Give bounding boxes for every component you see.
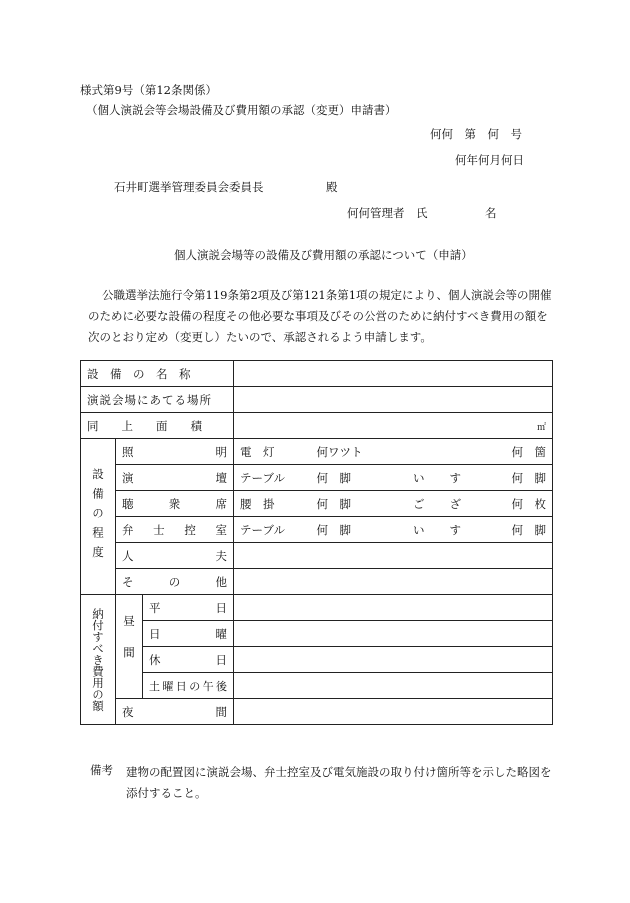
addressee: 石井町選挙管理委員会委員長 bbox=[114, 180, 264, 194]
table-row bbox=[81, 413, 553, 439]
label-area: 同 上 面 積 bbox=[81, 413, 234, 439]
detail-qty: 何 脚 bbox=[316, 522, 352, 537]
form-title: （個人演説会等会場設備及び費用額の承認（変更）申請書） bbox=[86, 103, 397, 117]
equipment-label-audience-seats: 聴 衆 席 bbox=[116, 491, 234, 517]
applicant-name: 何何管理者 氏 名 bbox=[347, 206, 497, 220]
fee-value-saturday-afternoon[interactable] bbox=[234, 673, 553, 699]
detail-item: ざ bbox=[449, 496, 462, 511]
value-venue[interactable] bbox=[234, 387, 553, 413]
daytime-label: 昼間 bbox=[116, 595, 143, 699]
detail-item: テーブル bbox=[240, 470, 285, 485]
detail-item: す bbox=[449, 522, 462, 537]
fee-label-weekday: 平 日 bbox=[143, 595, 234, 621]
detail-qty: 何 脚 bbox=[316, 496, 352, 511]
equipment-detail-other[interactable] bbox=[234, 569, 553, 595]
equipment-detail-podium[interactable] bbox=[234, 465, 553, 491]
equipment-label-speaker-room: 弁 士 控 室 bbox=[116, 517, 234, 543]
fee-value-night[interactable] bbox=[234, 699, 553, 725]
equipment-detail-lighting[interactable] bbox=[234, 439, 553, 465]
table-row bbox=[81, 543, 553, 569]
detail-item: い bbox=[413, 470, 425, 485]
detail-item: 電 灯 bbox=[240, 444, 275, 459]
fee-label-sunday: 日 曜 bbox=[143, 621, 234, 647]
table-row bbox=[81, 465, 553, 491]
equipment-detail-labor[interactable] bbox=[234, 543, 553, 569]
group-fee-label: 納付すべき費用の額 bbox=[81, 595, 116, 725]
fee-label-holiday: 休 日 bbox=[143, 647, 234, 673]
table-row bbox=[81, 595, 553, 621]
detail-qty: 何ワツト bbox=[316, 444, 363, 459]
note-text: 建物の配置図に演説会場、弁士控室及び電気施設の取り付け箇所等を示した略図を添付すること。 bbox=[126, 765, 552, 800]
detail-item: 腰 掛 bbox=[240, 496, 275, 511]
detail-item: テーブル bbox=[240, 522, 285, 537]
application-date: 何年何月何日 bbox=[455, 153, 524, 167]
fee-value-weekday[interactable] bbox=[234, 595, 553, 621]
note-label: 備考 bbox=[90, 763, 113, 777]
detail-item: す bbox=[449, 470, 462, 485]
table-row bbox=[81, 673, 553, 699]
label-facility-name: 設 備 の 名 称 bbox=[81, 361, 234, 387]
detail-qty: 何 箇 bbox=[511, 444, 547, 459]
detail-qty: 何 枚 bbox=[511, 496, 547, 511]
area-unit: ㎡ bbox=[537, 422, 547, 433]
fee-value-sunday[interactable] bbox=[234, 621, 553, 647]
equipment-label-podium: 演 壇 bbox=[116, 465, 234, 491]
equipment-label-lighting: 照 明 bbox=[116, 439, 234, 465]
group-equipment-label: 設備の程度 bbox=[81, 439, 116, 595]
detail-item bbox=[450, 444, 500, 460]
detail-item: ご bbox=[413, 496, 425, 511]
detail-cells bbox=[240, 444, 546, 460]
table-row bbox=[81, 647, 553, 673]
form-id: 様式第9号（第12条関係） bbox=[80, 83, 217, 97]
equipment-detail-audience-seats[interactable] bbox=[234, 491, 553, 517]
body-paragraph bbox=[88, 285, 558, 348]
value-facility-name[interactable] bbox=[234, 361, 553, 387]
subject-heading: 個人演説会場等の設備及び費用額の承認について（申請） bbox=[174, 248, 473, 262]
table-row bbox=[81, 387, 553, 413]
body-text: 公職選挙法施行令第119条第2項及び第121条第1項の規定により、個人演説会等の開催のために必要な設備の程度その他必要な事項及びその公営のために納付すべき費用の額を次のとおり定め（変更し）たいので、承認されるよう申請します。 bbox=[88, 288, 552, 344]
fee-label-saturday-afternoon: 土曜日の午後 bbox=[143, 673, 234, 699]
equipment-label-other: そ の 他 bbox=[116, 569, 234, 595]
table-row bbox=[81, 439, 553, 465]
value-area[interactable] bbox=[234, 413, 553, 439]
table-row bbox=[81, 569, 553, 595]
table-row bbox=[81, 361, 553, 387]
detail-cells bbox=[240, 496, 546, 512]
equipment-label-labor: 人 夫 bbox=[116, 543, 234, 569]
detail-item bbox=[413, 444, 443, 460]
label-venue: 演説会場にあてる場所 bbox=[81, 387, 234, 413]
honorific: 殿 bbox=[326, 180, 338, 194]
application-table bbox=[80, 360, 553, 725]
detail-qty: 何 脚 bbox=[316, 470, 352, 485]
table-row bbox=[81, 517, 553, 543]
detail-qty: 何 脚 bbox=[511, 470, 547, 485]
fee-label-night: 夜 間 bbox=[116, 699, 234, 725]
detail-cells bbox=[240, 470, 546, 486]
equipment-detail-speaker-room[interactable] bbox=[234, 517, 553, 543]
fee-value-holiday[interactable] bbox=[234, 647, 553, 673]
document-number: 何何 第 何 号 bbox=[430, 127, 522, 141]
detail-item: い bbox=[413, 522, 425, 537]
table-row bbox=[81, 699, 553, 725]
table-row bbox=[81, 621, 553, 647]
detail-cells bbox=[240, 522, 546, 538]
detail-qty: 何 脚 bbox=[511, 522, 547, 537]
table-row bbox=[81, 491, 553, 517]
